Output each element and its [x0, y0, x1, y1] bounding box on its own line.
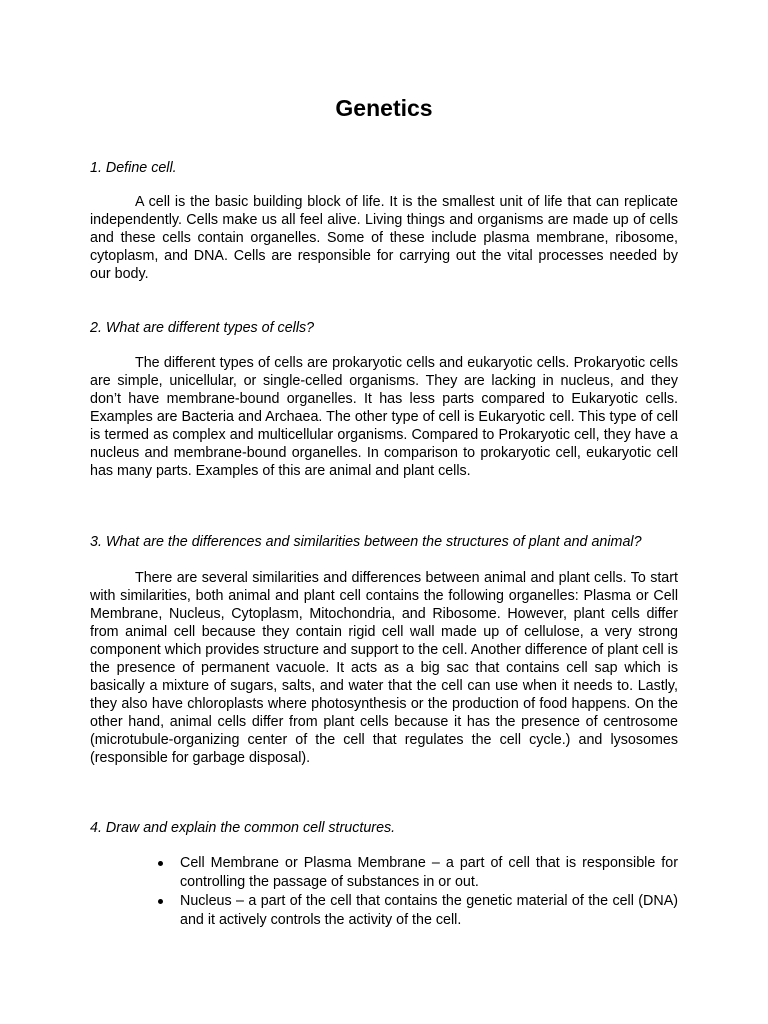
bullet-icon: [158, 899, 163, 904]
question-3: 3. What are the differences and similarities between the structures of plant and animal?: [90, 534, 642, 550]
bullet-icon: [158, 861, 163, 866]
list-item: [90, 892, 678, 930]
list-item-text: Cell Membrane or Plasma Membrane – a part of cell that is responsible for controlling the passage of substances in or out.: [180, 855, 678, 890]
document-title: Genetics: [335, 95, 433, 121]
cell-structures-list: [90, 854, 678, 930]
answer-2: The different types of cells are prokaryotic cells and eukaryotic cells. Prokaryotic cells are simple, unicellular, or single-celled organisms. They are lacking in nucleus, and they don’t have membrane-bound organelles. It has less parts compared to Eukaryotic cells. Examples are Bacteria and Archaea. The other type of cell is Eukaryotic cell. This type of cell is termed as complex and multicellular organisms. Compared to Prokaryotic cell, they have a nucleus and membrane-bound organelles. In comparison to prokaryotic cell, eukaryotic cell has many parts. Examples of this are animal and plant cells.: [90, 355, 678, 479]
list-item-text: Nucleus – a part of the cell that contains the genetic material of the cell (DNA) and it actively controls the activity of the cell.: [180, 893, 678, 928]
question-2: 2. What are different types of cells?: [90, 320, 315, 336]
list-item: [90, 854, 678, 892]
answer-1: A cell is the basic building block of life. It is the smallest unit of life that can replicate independently. Cells make us all feel alive. Living things and organisms are made up of cells and these cells contain organelles. Some of these include plasma membrane, ribosome, cytoplasm, and DNA. Cells are responsible for carrying out the vital processes needed by our body.: [90, 194, 678, 282]
question-4: 4. Draw and explain the common cell structures.: [90, 820, 396, 836]
answer-3: There are several similarities and differences between animal and plant cells. To start with similarities, both animal and plant cell contains the following organelles: Plasma or Cell Membrane, Nucleus, Cytoplasm, Mitochondria, and Ribosome. However, plant cells differ from animal cell because they contain rigid cell wall made up of cellulose, a very strong component which provides structure and support to the cell. Another difference of plant cell is the presence of permanent vacuole. It acts as a big sac that contains cell sap which is basically a mixture of sugars, salts, and water that the cell can use when it needs to. Lastly, they also have chloroplasts where photosynthesis or the production of food happens. On the other hand, animal cells differ from plant cells because it has the presence of centrosome (microtubule-organizing center of the cell that regulates the cell cycle.) and lysosomes (responsible for garbage disposal).: [90, 570, 678, 766]
question-1: 1. Define cell.: [90, 160, 177, 176]
